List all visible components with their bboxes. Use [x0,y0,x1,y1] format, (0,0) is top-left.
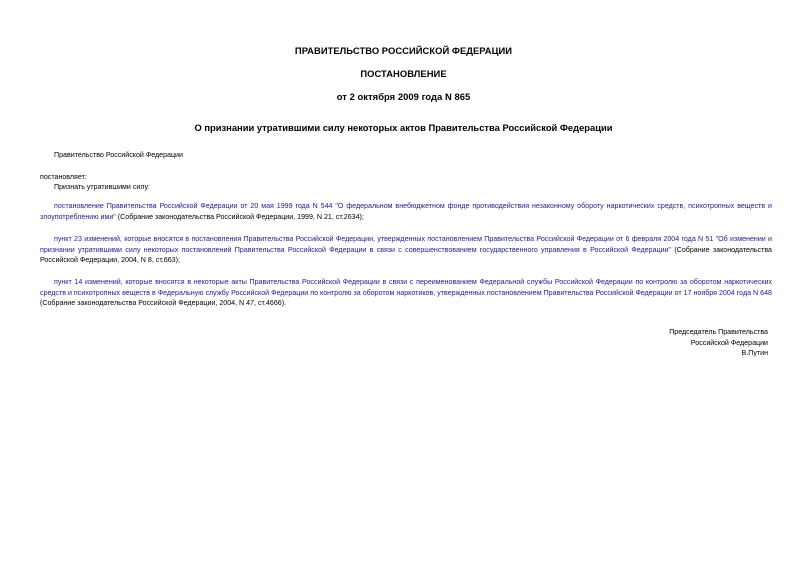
item-citation: (Собрание законодательства Российской Федерации, 2004, N 47, ст.4666). [40,299,287,308]
intro-decrees: постановляет: [40,173,87,181]
list-item [40,201,772,222]
signature-name: В.Путин [741,349,768,358]
document-title: О признании утратившими силу некоторых актов Правительства Российской Федерации [194,122,613,133]
item-link[interactable]: пункт 23 изменений, которые вносятся в постановления Правительства Российской Федерации, утвержденных постановлением Правительства Российской Федерации от 6 февраля 2004 года N 51 "Об изменении и признании утратившими силу некоторых постановлений Правительства Российской Федерации в связи с совершенствованием государственного управления в Российской Федерации" [40,235,772,254]
list-item [40,234,772,266]
signature-country: Российской Федерации [690,338,768,347]
item-citation: (Собрание законодательства Российской Федерации, 2004, N 8, ст.663); [40,245,772,265]
intro-recognize: Признать утратившими силу: [54,183,151,191]
item-citation: (Собрание законодательства Российской Федерации, 1999, N 21, ст.2634); [115,212,364,221]
signature-position: Председатель Правительства [669,328,768,336]
item-link[interactable]: пункт 14 изменений, которые вносятся в некоторые акты Правительства Российской Федерации в связи с переименованием Федеральной службы Российской Федерации по контролю за оборотом наркотических средств и психотропных веществ в Федеральную службу Российской Федерации по контролю за оборотом наркотиков, утвержденных постановлением Правительства Российской Федерации от 17 ноября 2004 года N 648 [40,278,772,297]
list-item [40,277,772,309]
document-type: ПОСТАНОВЛЕНИЕ [360,68,447,79]
item-link[interactable]: постановление Правительства Российской Федерации от 20 мая 1999 года N 544 "О федеральном внебюджетном фонде противодействия незаконному обороту наркотических средств, психотропных веществ и злоупотреблению ими" [40,202,772,221]
government-header: ПРАВИТЕЛЬСТВО РОССИЙСКОЙ ФЕДЕРАЦИИ [294,45,513,56]
intro-government: Правительство Российской Федерации [54,151,183,159]
signature-block [669,327,768,359]
document-date: от 2 октября 2009 года N 865 [336,91,471,102]
